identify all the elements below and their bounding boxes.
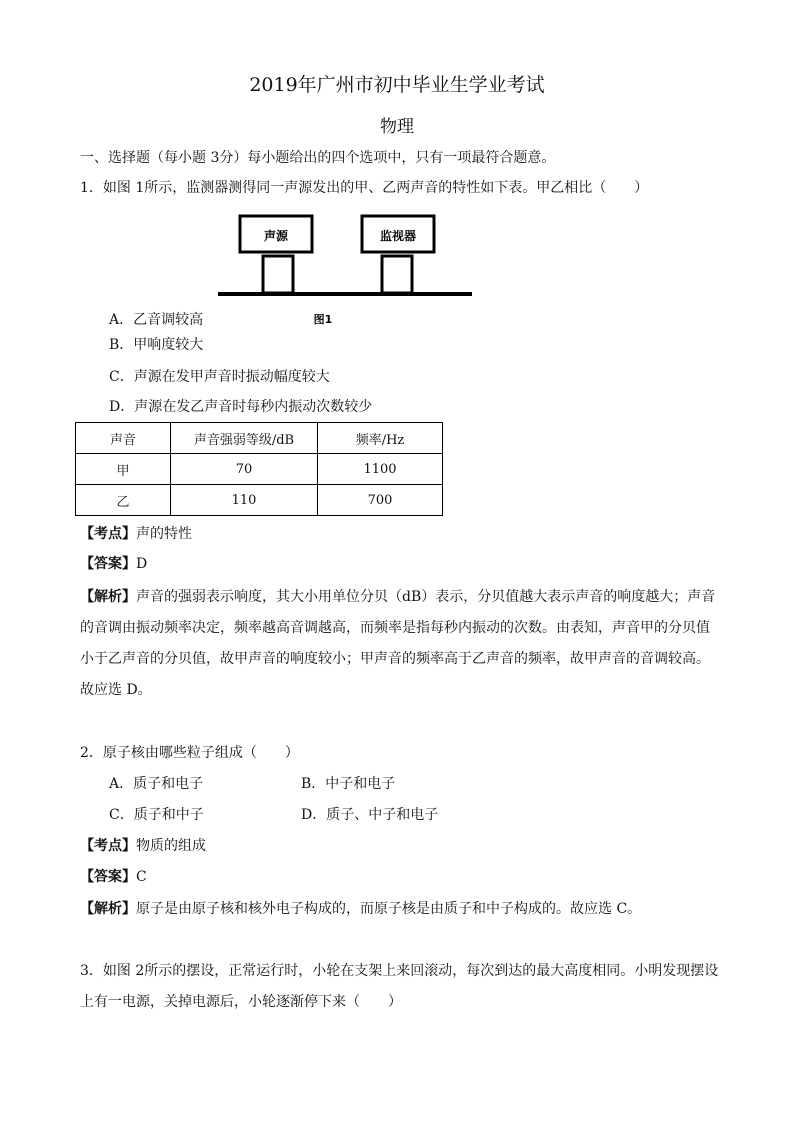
q2-option-d: D．质子、中子和电子: [301, 807, 439, 823]
analysis-text: 声音的强弱表示响度，其大小用单位分贝（dB）表示，分贝值越大表示声音的响度越大；声音的音调由振动频率决定，频率越高音调越高，而频率是指每秒内振动的次数。由表知，声音甲的分贝值小于乙声音的分贝值，故甲声音的响度较小；甲声音的频率高于乙声音的频率，故甲声音的音调较高。故应选 D。: [80, 589, 716, 698]
section-heading: 一、选择题（每小题 3分）每小题给出的四个选项中，只有一项最符合题意。: [80, 150, 556, 166]
q3-stem: 3．如图 2所示的摆设，正常运行时，小轮在支架上来回滚动，每次到达的最大高度相同。小明发现摆设上有一电源，关掉电源后，小轮逐渐停下来（ ）: [80, 963, 719, 1010]
q1-analysis: [80, 582, 720, 706]
table-cell: 乙: [76, 485, 171, 516]
left-stand: [263, 256, 293, 293]
q2-analysis: [80, 902, 641, 916]
right-stand: [382, 256, 412, 293]
analysis-label: 【解析】: [80, 589, 136, 605]
kaodian-label: 【考点】: [80, 838, 136, 854]
q1-option-d: D．声源在发乙声音时每秒内振动次数较少: [109, 399, 373, 415]
answer-text: D: [136, 556, 148, 572]
q2-option-b: B．中子和电子: [301, 776, 396, 792]
q1-option-a: A．乙音调较高: [109, 312, 204, 328]
kaodian-text: 声的特性: [136, 526, 192, 542]
figure-1: [210, 210, 480, 330]
table-header-cell: 声音强弱等级/dB: [171, 423, 318, 454]
table-header-row: [76, 423, 443, 454]
sound-source-label: 声源: [263, 229, 289, 243]
q2-stem: 2．原子核由哪些粒子组成（ ）: [80, 745, 299, 761]
q1-kaodian: [80, 527, 192, 541]
q1-option-c: C．声源在发甲声音时振动幅度较大: [109, 369, 330, 385]
table-cell: 1100: [318, 454, 443, 485]
analysis-label: 【解析】: [80, 901, 136, 917]
q2-option-c: C．质子和中子: [109, 807, 204, 823]
figure-1-caption: 图1: [313, 313, 333, 326]
table-row: [76, 454, 443, 485]
kaodian-label: 【考点】: [80, 526, 136, 542]
analysis-text: 原子是由原子核和核外电子构成的，而原子核是由质子和中子构成的。故应选 C。: [136, 901, 642, 917]
answer-text: C: [136, 869, 147, 885]
answer-label: 【答案】: [80, 556, 136, 572]
answer-label: 【答案】: [80, 869, 136, 885]
table-cell: 甲: [76, 454, 171, 485]
table-header-cell: 频率/Hz: [318, 423, 443, 454]
q2-kaodian: [80, 839, 206, 853]
exam-title: 2019年广州市初中毕业生学业考试: [249, 74, 545, 96]
table-header-cell: 声音: [76, 423, 171, 454]
kaodian-text: 物质的组成: [136, 838, 206, 854]
q2-answer: [80, 870, 147, 884]
monitor-label: 监视器: [379, 229, 417, 243]
q2-option-a: A．质子和电子: [109, 776, 204, 792]
q1-option-b: B．甲响度较大: [109, 337, 204, 353]
q1-stem: 1．如图 1所示，监测器测得同一声源发出的甲、乙两声音的特性如下表。甲乙相比（ ）: [80, 180, 649, 196]
table-row: [76, 485, 443, 516]
table-cell: 70: [171, 454, 318, 485]
sound-table: [75, 422, 443, 516]
table-cell: 700: [318, 485, 443, 516]
subject-title: 物理: [380, 117, 414, 137]
q1-answer: [80, 557, 147, 571]
table-cell: 110: [171, 485, 318, 516]
